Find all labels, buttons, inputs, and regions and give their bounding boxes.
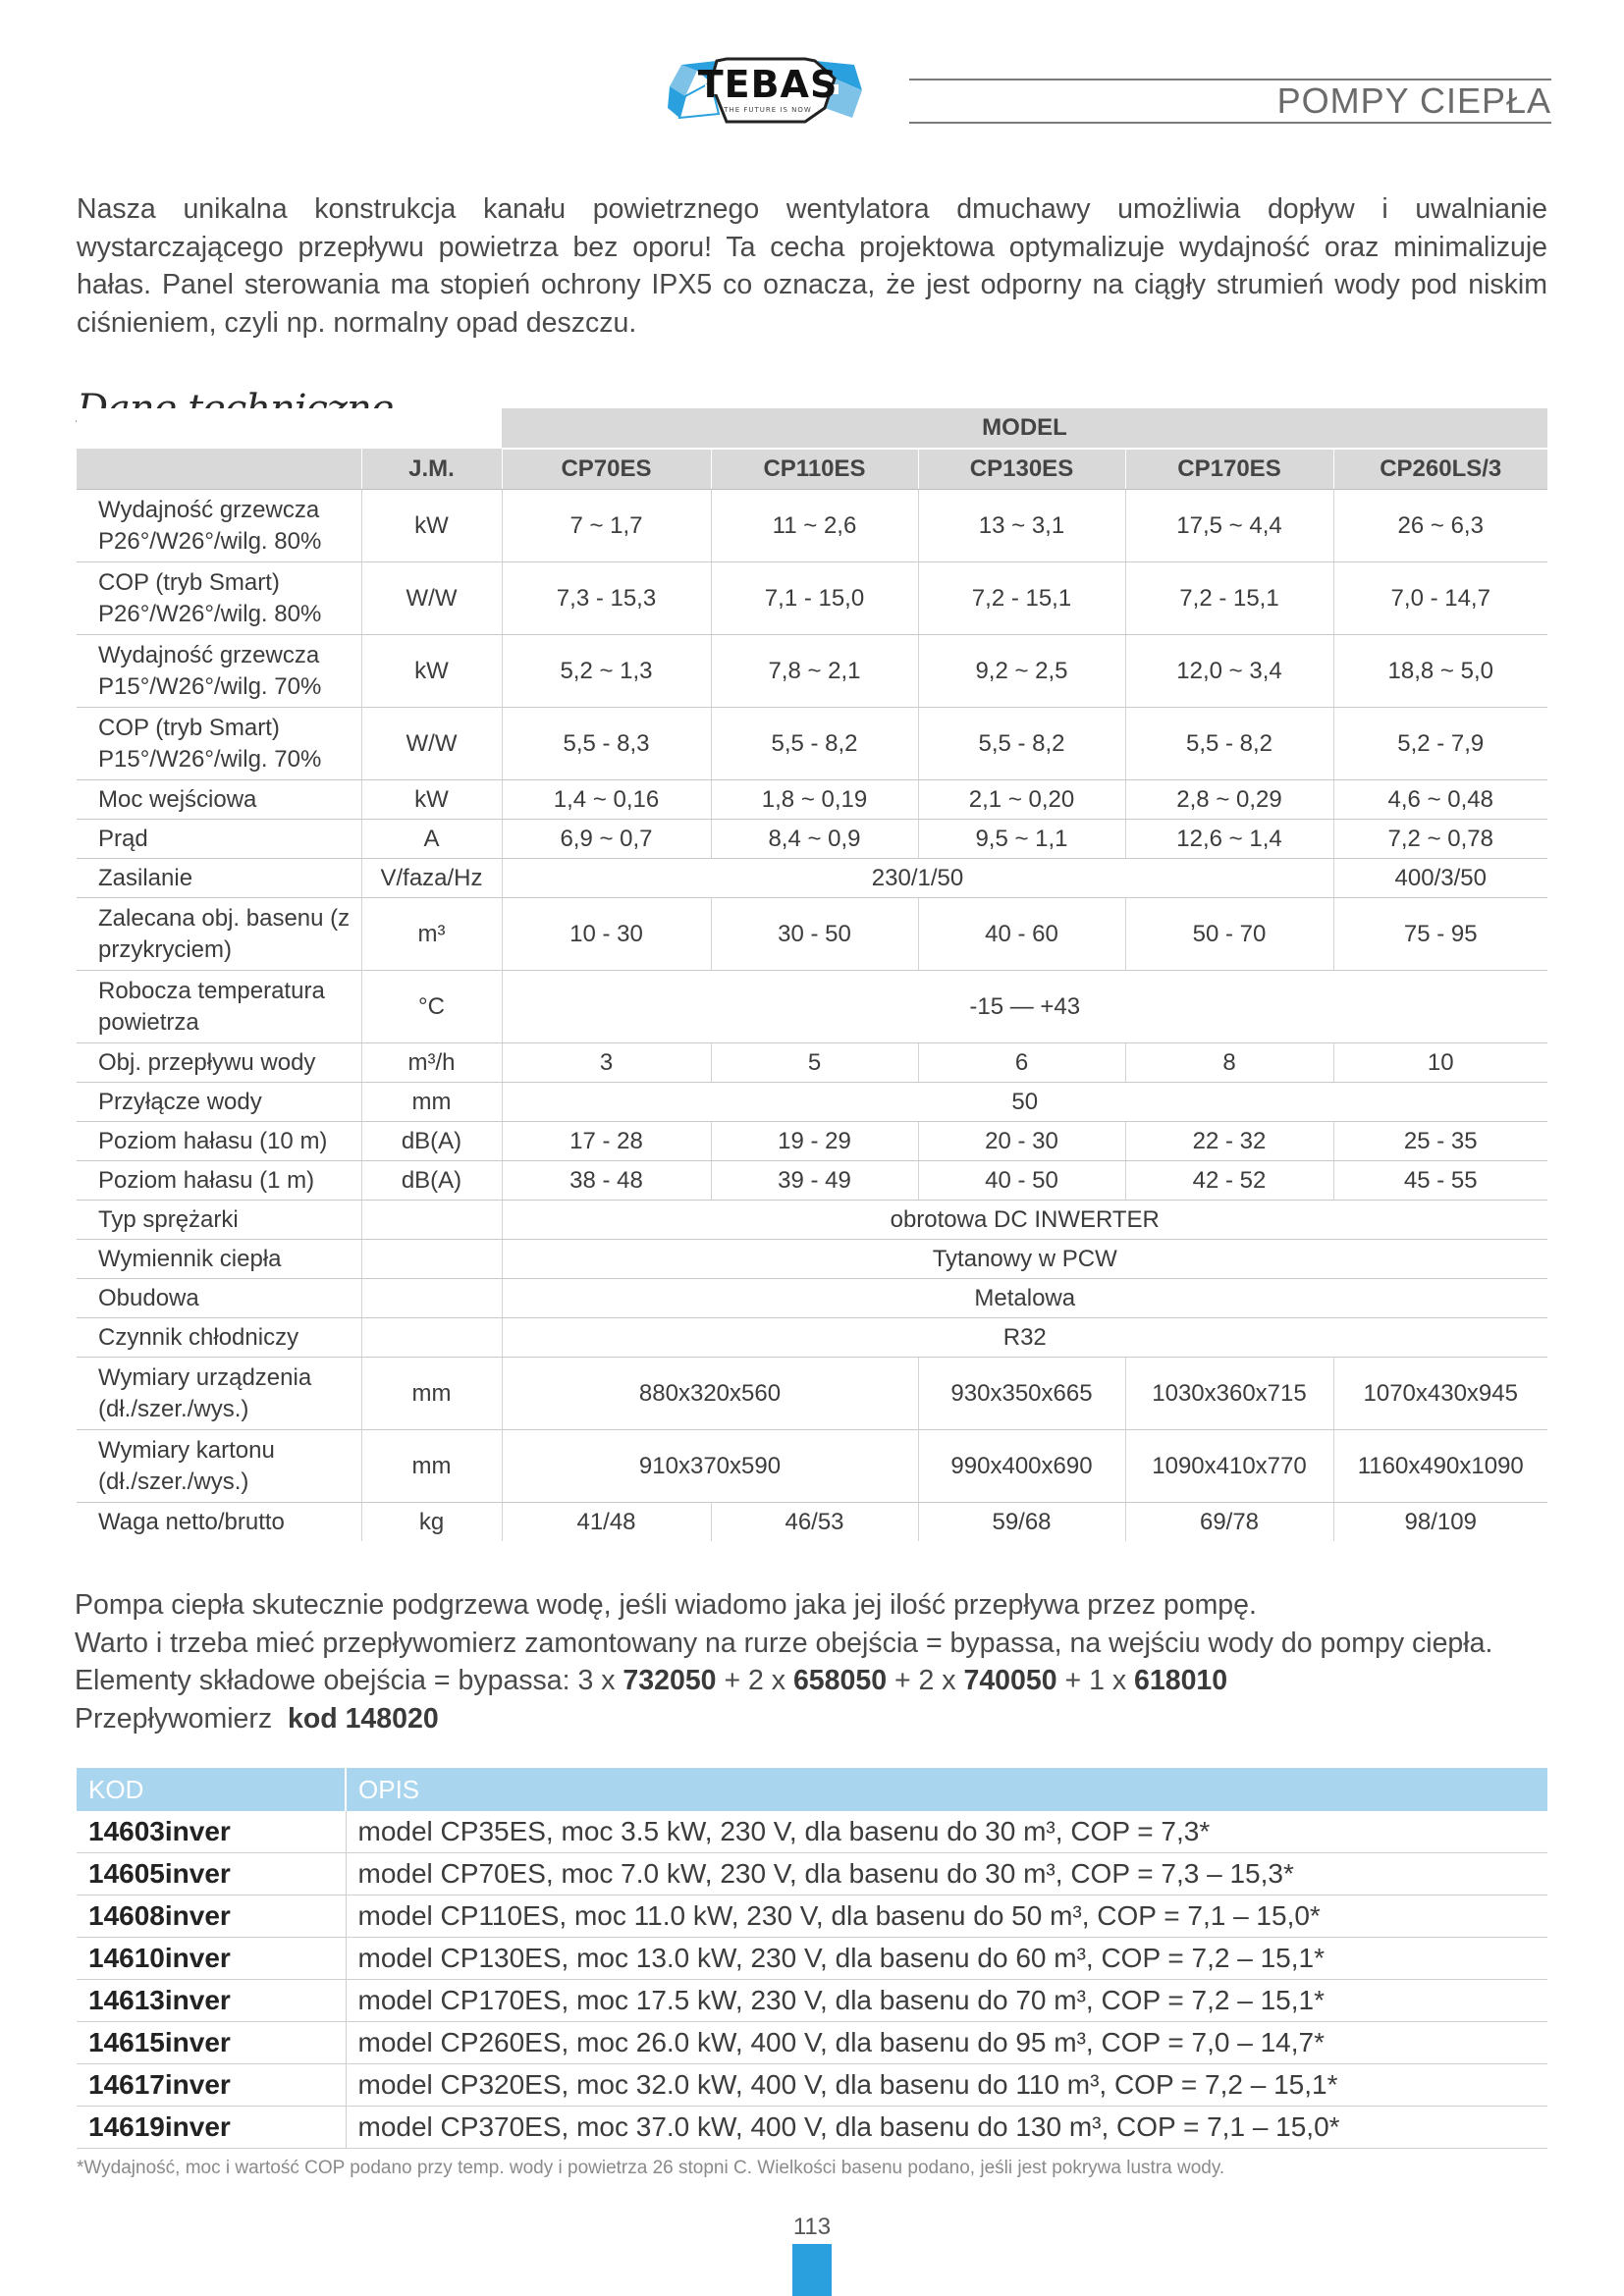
product-desc: model CP35ES, moc 3.5 kW, 230 V, dla basenu do 30 m³, COP = 7,3* [346, 1811, 1547, 1853]
spec-value: Metalowa [502, 1279, 1547, 1318]
table-row [77, 1938, 1547, 1980]
logo-wordmark: TEBAS [697, 63, 839, 106]
spec-value: 5,5 - 8,2 [1125, 708, 1333, 780]
spec-row [77, 1201, 1547, 1240]
spec-value: 7,3 - 15,3 [502, 562, 711, 635]
spec-value: 17 - 28 [502, 1122, 711, 1161]
part-code: 732050 [623, 1665, 717, 1696]
part-code: 618010 [1134, 1665, 1228, 1696]
product-desc: model CP370ES, moc 37.0 kW, 400 V, dla basenu do 130 m³, COP = 7,1 – 15,0* [346, 2107, 1547, 2149]
label-header [77, 449, 361, 490]
spec-row [77, 490, 1547, 562]
spec-value: 26 ~ 6,3 [1333, 490, 1547, 562]
product-code: 14613inver [77, 1980, 346, 2022]
spec-row [77, 780, 1547, 820]
product-code: 14610inver [77, 1938, 346, 1980]
logo-tagline: THE FUTURE IS NOW [724, 106, 812, 114]
product-desc: model CP70ES, moc 7.0 kW, 230 V, dla basenu do 30 m³, COP = 7,3 – 15,3* [346, 1853, 1547, 1896]
product-code: 14603inver [77, 1811, 346, 1853]
spec-value: 1160x490x1090 [1333, 1430, 1547, 1503]
spec-value: 25 - 35 [1333, 1122, 1547, 1161]
spec-label: Robocza temperatura powietrza [77, 971, 361, 1043]
spec-label: Przyłącze wody [77, 1083, 361, 1122]
spec-row [77, 562, 1547, 635]
spec-value: 1030x360x715 [1125, 1358, 1333, 1430]
spec-value: 45 - 55 [1333, 1161, 1547, 1201]
spec-unit [361, 1240, 502, 1279]
spec-value: 7 ~ 1,7 [502, 490, 711, 562]
spec-row [77, 1122, 1547, 1161]
spec-value: 4,6 ~ 0,48 [1333, 780, 1547, 820]
codes-header-opis: OPIS [346, 1768, 1547, 1811]
product-desc: model CP260ES, moc 26.0 kW, 400 V, dla basenu do 95 m³, COP = 7,0 – 14,7* [346, 2022, 1547, 2064]
spec-row [77, 708, 1547, 780]
unit-header: J.M. [361, 449, 502, 490]
spec-value: 12,6 ~ 1,4 [1125, 820, 1333, 859]
spec-value: 2,8 ~ 0,29 [1125, 780, 1333, 820]
product-desc: model CP130ES, moc 13.0 kW, 230 V, dla basenu do 60 m³, COP = 7,2 – 15,1* [346, 1938, 1547, 1980]
spec-unit: dB(A) [361, 1161, 502, 1201]
spec-value: 6 [918, 1043, 1125, 1083]
spec-unit: W/W [361, 708, 502, 780]
spec-value: 41/48 [502, 1503, 711, 1542]
spec-label: Wymiary kartonu (dł./szer./wys.) [77, 1430, 361, 1503]
spec-value: 11 ~ 2,6 [711, 490, 918, 562]
spec-value: 7,2 ~ 0,78 [1333, 820, 1547, 859]
spec-unit: kW [361, 490, 502, 562]
tebas-logo [668, 57, 864, 126]
codes-header-kod: KOD [77, 1768, 346, 1811]
spec-row [77, 898, 1547, 971]
spec-row [77, 1358, 1547, 1430]
table-row [77, 2022, 1547, 2064]
spec-value: 2,1 ~ 0,20 [918, 780, 1125, 820]
spec-unit: m³/h [361, 1043, 502, 1083]
spec-value: 69/78 [1125, 1503, 1333, 1542]
spec-unit: mm [361, 1358, 502, 1430]
spec-value: 20 - 30 [918, 1122, 1125, 1161]
spec-unit [361, 1201, 502, 1240]
spec-label: Prąd [77, 820, 361, 859]
product-codes-table [77, 1768, 1547, 2149]
spec-table [77, 408, 1547, 1541]
model-col-header: CP70ES [502, 449, 711, 490]
spec-value: 5,5 - 8,3 [502, 708, 711, 780]
spec-label: Zasilanie [77, 859, 361, 898]
page-number: 113 [792, 2214, 832, 2240]
spec-value: 8,4 ~ 0,9 [711, 820, 918, 859]
model-col-header: CP170ES [1125, 449, 1333, 490]
product-code: 14608inver [77, 1896, 346, 1938]
spec-row [77, 971, 1547, 1043]
spec-value: 17,5 ~ 4,4 [1125, 490, 1333, 562]
footnote: *Wydajność, moc i wartość COP podano przy temp. wody i powietrza 26 stopni C. Wielkości basenu podano, jeśli jest pokrywa lustra wody. [77, 2158, 1225, 2178]
spec-value: 5,2 - 7,9 [1333, 708, 1547, 780]
spec-value: 930x350x665 [918, 1358, 1125, 1430]
spec-value: 40 - 60 [918, 898, 1125, 971]
spec-row [77, 1503, 1547, 1542]
spec-label: Wymiennik ciepła [77, 1240, 361, 1279]
product-code: 14619inver [77, 2107, 346, 2149]
product-desc: model CP110ES, moc 11.0 kW, 230 V, dla basenu do 50 m³, COP = 7,1 – 15,0* [346, 1896, 1547, 1938]
spec-value: 12,0 ~ 3,4 [1125, 635, 1333, 708]
spec-value: -15 — +43 [502, 971, 1547, 1043]
part-code: 658050 [792, 1665, 888, 1696]
spec-value: 5 [711, 1043, 918, 1083]
spec-value: R32 [502, 1318, 1547, 1358]
spec-unit: W/W [361, 562, 502, 635]
spec-label: Wydajność grzewcza P26°/W26°/wilg. 80% [77, 490, 361, 562]
spec-label: Wydajność grzewcza P15°/W26°/wilg. 70% [77, 635, 361, 708]
spec-row [77, 1318, 1547, 1358]
model-col-header: CP110ES [711, 449, 918, 490]
spec-row [77, 1240, 1547, 1279]
part-code: 740050 [963, 1665, 1057, 1696]
spec-label: Moc wejściowa [77, 780, 361, 820]
product-code: 14605inver [77, 1853, 346, 1896]
spec-row [77, 1161, 1547, 1201]
spec-unit: kg [361, 1503, 502, 1542]
table-row [77, 2107, 1547, 2149]
spec-value: 38 - 48 [502, 1161, 711, 1201]
bypass-note [75, 1586, 1547, 1737]
spec-label: Zalecana obj. basenu (z przykryciem) [77, 898, 361, 971]
spec-label: COP (tryb Smart) P26°/W26°/wilg. 80% [77, 562, 361, 635]
spec-label: Poziom hałasu (10 m) [77, 1122, 361, 1161]
spec-row [77, 1083, 1547, 1122]
note-line-3: Przepływomierz kod 148020 [75, 1702, 439, 1735]
spec-value: 8 [1125, 1043, 1333, 1083]
spec-label: Poziom hałasu (1 m) [77, 1161, 361, 1201]
spec-label: Wymiary urządzenia (dł./szer./wys.) [77, 1358, 361, 1430]
table-row [77, 1811, 1547, 1853]
spec-value: 10 [1333, 1043, 1547, 1083]
spec-unit: m³ [361, 898, 502, 971]
spec-value: 7,2 - 15,1 [918, 562, 1125, 635]
spec-value: 1,4 ~ 0,16 [502, 780, 711, 820]
spec-value: 3 [502, 1043, 711, 1083]
product-code: 14617inver [77, 2064, 346, 2107]
spec-value: obrotowa DC INWERTER [502, 1201, 1547, 1240]
product-desc: model CP170ES, moc 17.5 kW, 230 V, dla basenu do 70 m³, COP = 7,2 – 15,1* [346, 1980, 1547, 2022]
spec-value: 1,8 ~ 0,19 [711, 780, 918, 820]
spec-row [77, 1430, 1547, 1503]
spec-value: 1070x430x945 [1333, 1358, 1547, 1430]
spec-value: 7,2 - 15,1 [1125, 562, 1333, 635]
spec-value: Tytanowy w PCW [502, 1240, 1547, 1279]
spec-value: 18,8 ~ 5,0 [1333, 635, 1547, 708]
note-line-2: Warto i trzeba mieć przepływomierz zamontowany na rurze obejścia = bypassa, na wejściu wody do pompy ciepła. Elementy składowe obejścia = bypassa: 3 x 732050 + 2 x 658050 + 2 x 740050 + 1 x 618010 [75, 1627, 1493, 1696]
spec-value: 98/109 [1333, 1503, 1547, 1542]
spec-unit [361, 1318, 502, 1358]
spec-label: Obudowa [77, 1279, 361, 1318]
spec-value: 13 ~ 3,1 [918, 490, 1125, 562]
spec-value: 7,1 - 15,0 [711, 562, 918, 635]
spec-unit: dB(A) [361, 1122, 502, 1161]
spec-value: 990x400x690 [918, 1430, 1125, 1503]
spec-unit [361, 1279, 502, 1318]
model-col-header: CP130ES [918, 449, 1125, 490]
spec-row [77, 635, 1547, 708]
spec-value: 30 - 50 [711, 898, 918, 971]
spec-unit: mm [361, 1083, 502, 1122]
spec-value: 39 - 49 [711, 1161, 918, 1201]
model-header: MODEL [502, 408, 1547, 449]
table-row [77, 1896, 1547, 1938]
spec-unit: kW [361, 780, 502, 820]
spec-value: 5,5 - 8,2 [918, 708, 1125, 780]
spec-value: 40 - 50 [918, 1161, 1125, 1201]
spec-value: 1090x410x770 [1125, 1430, 1333, 1503]
spec-row [77, 859, 1547, 898]
spec-value: 59/68 [918, 1503, 1125, 1542]
spec-unit: V/faza/Hz [361, 859, 502, 898]
spec-value: 7,0 - 14,7 [1333, 562, 1547, 635]
spec-value: 880x320x560 [502, 1358, 918, 1430]
spec-value: 910x370x590 [502, 1430, 918, 1503]
spec-unit: kW [361, 635, 502, 708]
spec-value: 46/53 [711, 1503, 918, 1542]
spec-value: 5,5 - 8,2 [711, 708, 918, 780]
spec-value: 7,8 ~ 2,1 [711, 635, 918, 708]
table-row [77, 2064, 1547, 2107]
product-desc: model CP320ES, moc 32.0 kW, 400 V, dla basenu do 110 m³, COP = 7,2 – 15,1* [346, 2064, 1547, 2107]
spec-value: 22 - 32 [1125, 1122, 1333, 1161]
spec-label: COP (tryb Smart) P15°/W26°/wilg. 70% [77, 708, 361, 780]
spec-value: 42 - 52 [1125, 1161, 1333, 1201]
spec-row [77, 820, 1547, 859]
spec-value: 6,9 ~ 0,7 [502, 820, 711, 859]
spec-value: 10 - 30 [502, 898, 711, 971]
spec-unit: A [361, 820, 502, 859]
spec-unit: °C [361, 971, 502, 1043]
spec-value: 9,2 ~ 2,5 [918, 635, 1125, 708]
spec-value: 19 - 29 [711, 1122, 918, 1161]
spec-value: 5,2 ~ 1,3 [502, 635, 711, 708]
spec-label: Czynnik chłodniczy [77, 1318, 361, 1358]
table-row [77, 1980, 1547, 2022]
spec-value: 400/3/50 [1333, 859, 1547, 898]
spec-row [77, 1043, 1547, 1083]
spec-value: 75 - 95 [1333, 898, 1547, 971]
spec-value: 9,5 ~ 1,1 [918, 820, 1125, 859]
table-row [77, 1853, 1547, 1896]
header-rule-bottom [909, 122, 1551, 124]
flowmeter-code: kod 148020 [287, 1702, 439, 1735]
section-title-header: POMPY CIEPŁA [1276, 80, 1551, 121]
spec-value: 50 [502, 1083, 1547, 1122]
page-accent-tab [792, 2244, 832, 2296]
spec-label: Typ sprężarki [77, 1201, 361, 1240]
product-code: 14615inver [77, 2022, 346, 2064]
spec-unit: mm [361, 1430, 502, 1503]
intro-paragraph: Nasza unikalna konstrukcja kanału powietrznego wentylatora dmuchawy umożliwia dopływ i uwalnianie wystarczającego przepływu powietrza bez oporu! Ta cecha projektowa optymalizuje wydajność oraz minimalizuje hałas. Panel sterowania ma stopień ochrony IPX5 co oznacza, że jest odporny na ciągły strumień wody pod niskim ciśnieniem, czyli np. normalny opad deszczu. [77, 193, 1547, 339]
spec-row [77, 1279, 1547, 1318]
spec-value: 230/1/50 [502, 859, 1333, 898]
spec-label: Waga netto/brutto [98, 1508, 285, 1535]
spec-value: 50 - 70 [1125, 898, 1333, 971]
spec-label: Obj. przepływu wody [77, 1043, 361, 1083]
model-col-header: CP260LS/3 [1333, 449, 1547, 490]
note-line-1: Pompa ciepła skutecznie podgrzewa wodę, jeśli wiadomo jaka jej ilość przepływa przez pompę. [75, 1589, 1257, 1621]
